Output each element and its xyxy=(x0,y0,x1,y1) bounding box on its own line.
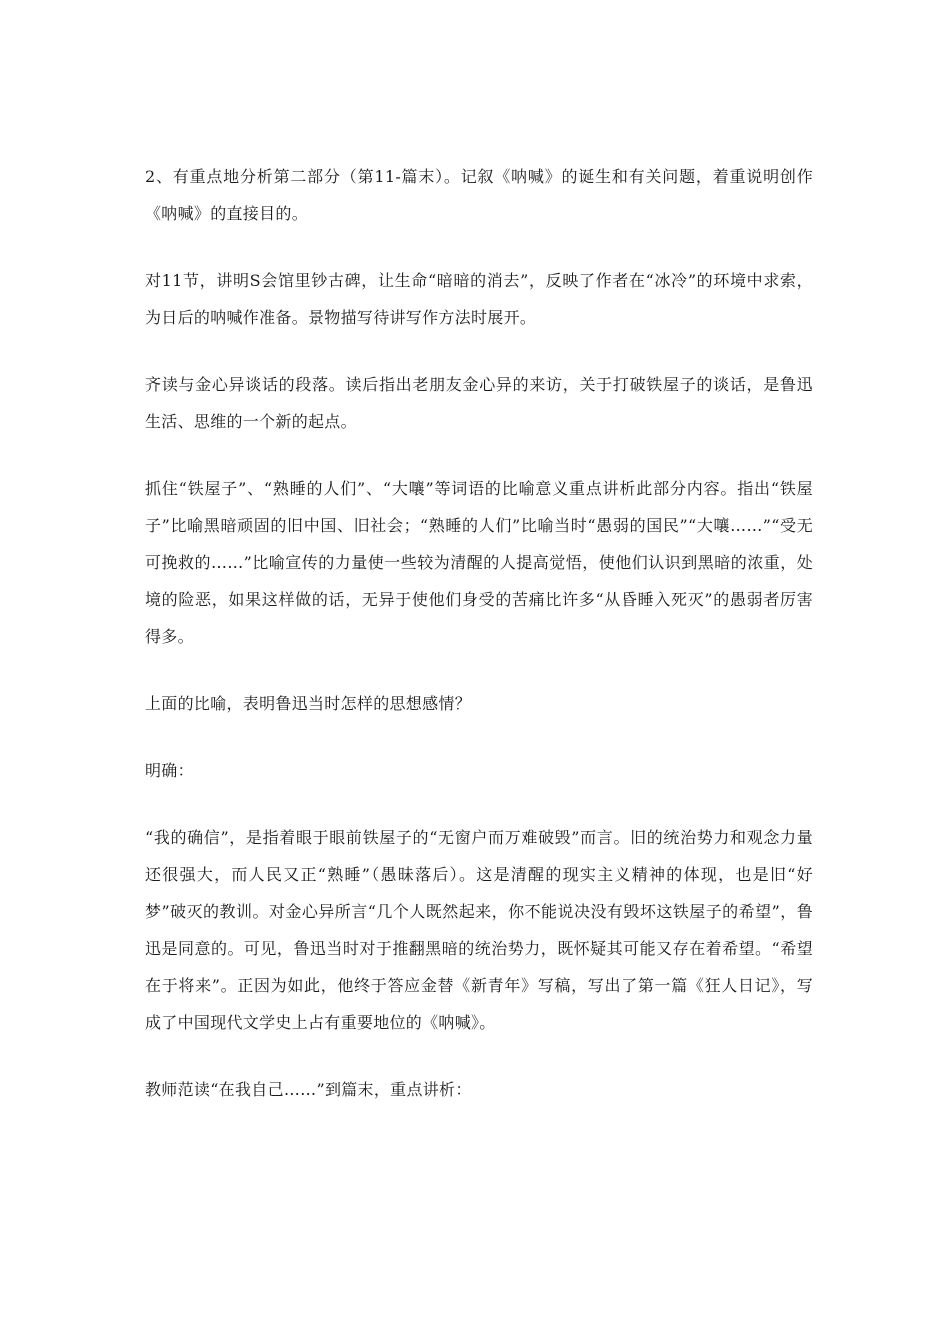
paragraph-answer-label: 明确： xyxy=(145,761,194,780)
paragraph-metaphor-analysis: 抓住“铁屋子”、“熟睡的人们”、“大嚷”等词语的比喻意义重点讲析此部分内容。指出“铁屋子”比喻黑暗顽固的旧中国、旧社会；“熟睡的人们”比喻当时“愚弱的国民”“大嚷……”“受无可挽救的……”比喻宣传的力量使一些较为清醒的人提高觉悟，使他们认识到黑暗的浓重，处境的险恶，如果这样做的话，无异于使他们身受的苦痛比许多“从昏睡入死灭”的愚弱者厉害得多。 xyxy=(145,479,813,646)
paragraph-section-11: 对11节，讲明S会馆里钞古碑，让生命“暗暗的消去”，反映了作者在“冰冷”的环境中求索，为日后的呐喊作准备。景物描写待讲写作方法时展开。 xyxy=(145,271,813,327)
paragraph-answer-body: “我的确信”，是指着眼于眼前铁屋子的“无窗户而万难破毁”而言。旧的统治势力和观念力量还很强大，而人民又正“熟睡”（愚昧落后）。这是清醒的现实主义精神的体现，也是旧“好梦”破灭的教训。对金心异所言“几个人既然起来，你不能说决没有毁坏这铁屋子的希望”，鲁迅是同意的。可见，鲁迅当时对于推翻黑暗的统治势力，既怀疑其可能又存在着希望。“希望在于将来”。正因为如此，他终于答应金替《新青年》写稿，写出了第一篇《狂人日记》，写成了中国现代文学史上占有重要地位的《呐喊》。 xyxy=(145,828,813,1032)
document-body xyxy=(145,158,813,1108)
paragraph-question: 上面的比喻，表明鲁迅当时怎样的思想感情？ xyxy=(145,694,472,713)
paragraph-teacher-reading: 教师范读“在我自己……”到篇末，重点讲析： xyxy=(145,1080,472,1099)
paragraph-jin-xinyi-dialogue: 齐读与金心异谈话的段落。读后指出老朋友金心异的来访，关于打破铁屋子的谈话，是鲁迅生活、思维的一个新的起点。 xyxy=(145,375,813,431)
paragraph-analysis-part-two: 2、有重点地分析第二部分（第11-篇末）。记叙《呐喊》的诞生和有关问题，着重说明创作《呐喊》的直接目的。 xyxy=(145,167,813,223)
